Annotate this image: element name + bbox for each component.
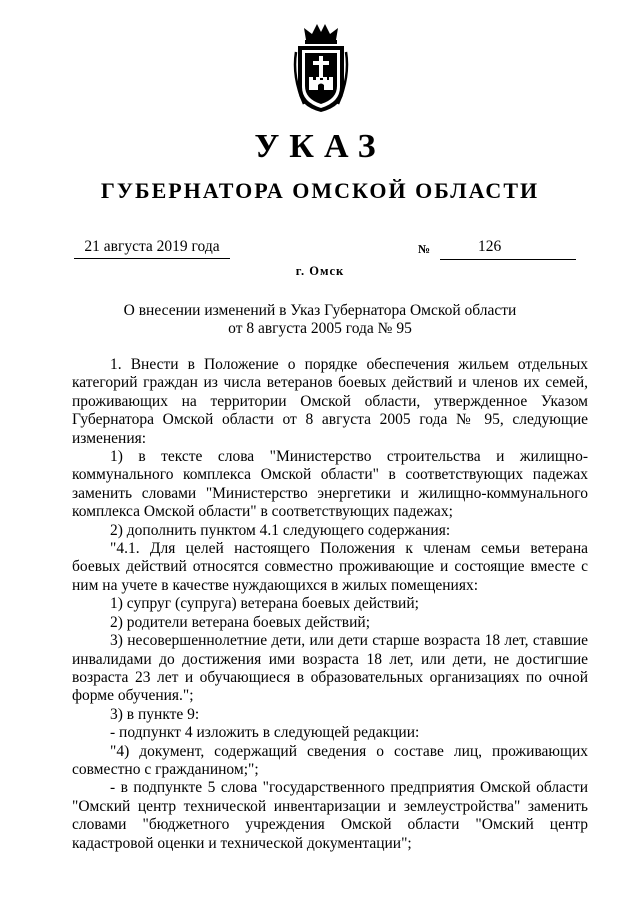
document-subtitle: ГУБЕРНАТОРА ОМСКОЙ ОБЛАСТИ [100, 178, 540, 203]
body-paragraph: - подпункт 4 изложить в следующей редакции: [110, 724, 420, 742]
document-date [74, 238, 230, 259]
number-sign: № [418, 242, 431, 256]
body-paragraph: 2) дополнить пунктом 4.1 следующего содержания: [110, 521, 451, 539]
body-paragraph: - в подпункте 5 слова "государственного предприятия Омской области "Омский центр технической инвентаризации и землеустройства" заменить словами "бюджетного учреждения Омской области "Омский центр кадастровой оценки и технической документации"; [72, 779, 588, 852]
document-city: г. Омск [295, 264, 345, 278]
subject-line-1: О внесении изменений в Указ Губернатора Омской области [123, 302, 517, 319]
omsk-coat-of-arms-icon [290, 22, 352, 114]
body-paragraph: 1) супруг (супруга) ветерана боевых действий; [110, 595, 419, 613]
date-underline [74, 256, 230, 259]
number-underline [440, 259, 576, 260]
body-paragraph: "4) документ, содержащий сведения о составе лиц, проживающих совместно с гражданином;"; [72, 742, 588, 778]
document-body [72, 356, 588, 853]
subject-line-2: от 8 августа 2005 года № 95 [228, 320, 412, 337]
body-paragraph: "4.1. Для целей настоящего Положения к членам семьи ветерана боевых действий относятся совместно проживающие и состоящие вместе с ним на учете в качестве нуждающихся в жилых помещениях: [72, 540, 588, 594]
document-title: УКАЗ [254, 128, 386, 165]
date-text: 21 августа 2019 года [84, 238, 220, 255]
body-paragraph: 3) в пункте 9: [110, 705, 200, 723]
body-paragraph: 3) несовершеннолетние дети, или дети старше возраста 18 лет, ставшие инвалидами до достижения ими возраста 18 лет, или дети, не достигшие возраста 23 лет и обучающиеся в образовательных организациях по очной форме обучения."; [72, 632, 588, 705]
body-paragraph: 1) в тексте слова "Министерство строительства и жилищно-коммунального комплекса Омской области" в соответствующих падежах заменить словами "Министерство энергетики и жилищно-коммунального комплекса Омской области" в соответствующих падежах; [72, 448, 588, 521]
body-paragraph: 2) родители ветерана боевых действий; [110, 613, 371, 631]
document-subject [0, 302, 640, 338]
number-text: 126 [478, 238, 502, 255]
body-paragraph: 1. Внести в Положение о порядке обеспечения жильем отдельных категорий граждан из числа ветеранов боевых действий и членов их семей, проживающих на территории Омской области, утвержденное Указом Губернатора Омской области от 8 августа 2005 года № 95, следующие изменения: [72, 356, 588, 447]
